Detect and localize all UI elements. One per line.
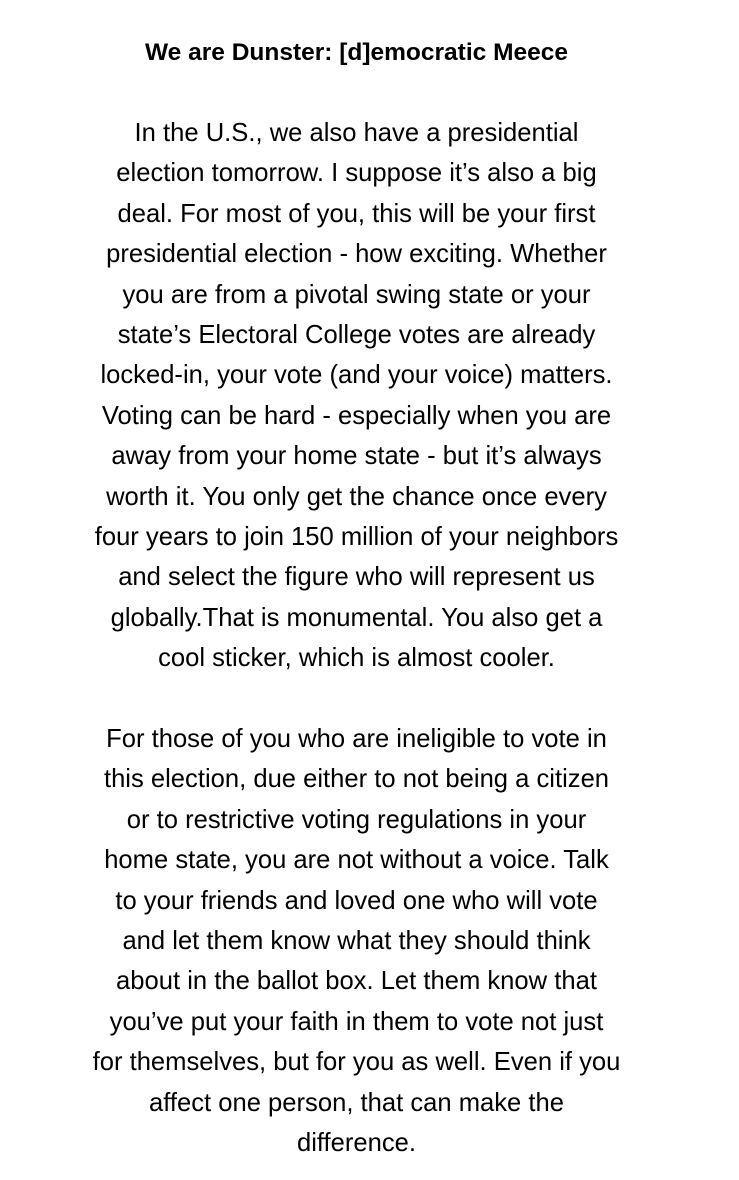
text-line: globally.That is monumental. You also get a [110,603,603,632]
text-line: or to restrictive voting regulations in your [126,805,587,834]
text-line: you are from a pivotal swing state or your [122,280,591,309]
text-line: deal. For most of you, this will be your first [117,199,596,228]
text-line: you’ve put your faith in them to vote not just [109,1007,604,1036]
text-line: difference. [296,1128,417,1157]
text-line: home state, you are not without a voice. Talk [104,846,609,875]
text-line: presidential election - how exciting. Whether [106,240,607,269]
text-line: and select the figure who will represent us [118,563,595,592]
text-line: locked-in, your vote (and your voice) matters. [100,361,613,390]
text-line: worth it. You only get the chance once every [106,482,607,511]
text-line: four years to join 150 million of your neighbors [94,522,619,551]
text-line: state’s Electoral College votes are already [117,320,596,349]
text-line: away from your home state - but it’s always [111,442,602,471]
text-line: this election, due either to not being a citizen [103,765,610,794]
text-line: to your friends and loved one who will vote [115,886,598,915]
document-title: We are Dunster: [d]emocratic Meece [145,39,568,66]
text-line: affect one person, that can make the [149,1088,564,1117]
text-line: In the U.S., we also have a presidential [134,119,579,147]
text-line: For those of you who are ineligible to vote in [106,725,607,753]
text-line: for themselves, but for you as well. Even if you [92,1048,621,1077]
text-line: Voting can be hard - especially when you are [101,401,612,430]
text-line: cool sticker, which is almost cooler. [158,644,555,673]
text-line: about in the ballot box. Let them know that [116,967,597,996]
text-line: election tomorrow. I suppose it’s also a big [116,159,597,188]
paragraph-1 [0,113,713,678]
paragraph-2 [0,719,713,1163]
text-line: and let them know what they should think [122,926,591,955]
